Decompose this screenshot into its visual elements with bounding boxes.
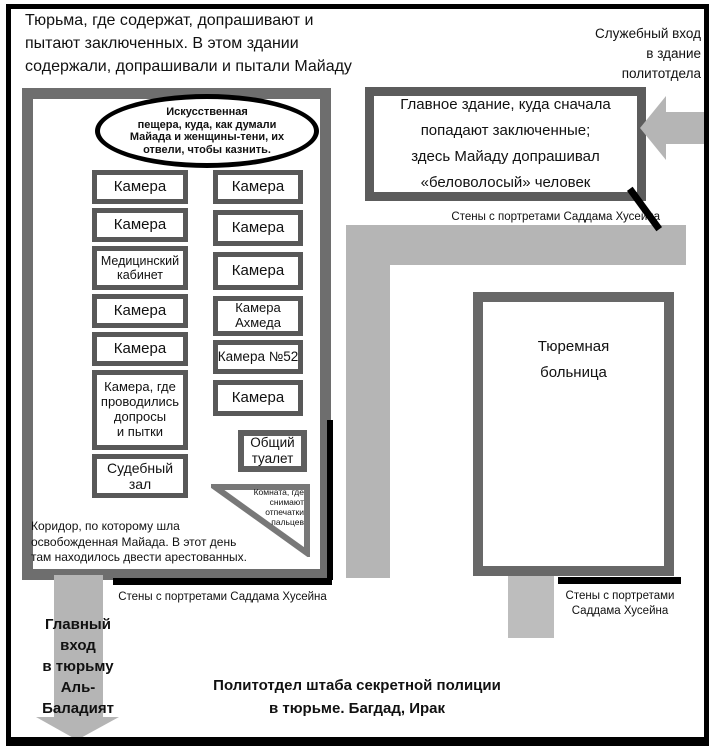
cell-label: Камера (231, 178, 285, 196)
cave-line: Искусственная (166, 106, 248, 118)
cave-line: пещера, куда, как думали (137, 118, 277, 131)
courtroom-box (92, 454, 188, 498)
cell-label: Камера (113, 302, 167, 320)
cell-box (92, 294, 188, 328)
walls-portraits-label-bottom-left: Стены с портретами Саддама Хусейна (118, 591, 327, 603)
caption-line: в тюрьме. Багдад, Ирак (268, 700, 445, 717)
main-building-line: «беловолосый» человек (420, 174, 591, 191)
cell-label: Камера (231, 219, 285, 237)
intro-text (25, 9, 375, 78)
interrogation-torture-cell-box (92, 370, 188, 450)
corridor-horizontal (346, 225, 686, 265)
fingerprint-line: снимают (269, 497, 304, 507)
main-building-box (365, 87, 646, 201)
cell-label: кабинет (116, 268, 163, 282)
walls-portraits-label-bottom-right (545, 589, 695, 619)
cell-label: Камера (113, 340, 167, 358)
cell-label: зал (128, 476, 152, 492)
cell-label: Камера (231, 262, 285, 280)
cell-box (92, 170, 188, 204)
toilet-label: туалет (251, 451, 294, 466)
service-entrance-label (575, 24, 701, 84)
service-entrance-arrow-left-icon (640, 92, 706, 164)
cell-box (92, 208, 188, 242)
cell-label: и пытки (116, 423, 164, 439)
fingerprint-line: пальцев (271, 517, 304, 527)
caption-line: Политотдел штаба секретной полиции (213, 677, 501, 694)
corridor-note-line: там находилось двести арестованных. (31, 550, 247, 564)
cell-box (213, 210, 303, 246)
walls-portraits-label-top: Стены с портретами Саддама Хусейна (451, 211, 660, 223)
hospital-line: Тюремная (537, 338, 610, 355)
cell-label: проводились (100, 394, 180, 410)
cell-label: Камера (231, 389, 285, 407)
cell-label: Судебный (106, 459, 174, 476)
fingerprint-room-label (226, 487, 304, 527)
corridor-vertical (346, 225, 390, 578)
fingerprint-line: Комната, где (253, 487, 304, 497)
fingerprint-line: отпечатки (265, 507, 304, 517)
intro-line: содержали, допрашивали и пытали Майаду (25, 58, 352, 75)
ahmed-cell-box (213, 296, 303, 336)
cell-box (213, 170, 303, 204)
cell-box (213, 252, 303, 290)
hospital-line: больница (540, 364, 607, 381)
portrait-wall-right (327, 420, 333, 580)
cell-label: Камера (113, 216, 167, 234)
prison-hospital-box (473, 292, 674, 576)
cell-label: Камера (113, 178, 167, 196)
cell-label: Ахмеда (235, 315, 281, 330)
toilet-label: Общий (250, 435, 295, 450)
service-entrance-line: Служебный вход (595, 26, 701, 41)
cell-52-box (213, 340, 303, 374)
cave-ellipse (95, 94, 319, 168)
intro-line: Тюрьма, где содержат, допрашивают и (25, 12, 314, 29)
main-building-line: Главное здание, куда сначала (400, 96, 611, 113)
diagram-caption (137, 674, 577, 720)
main-entrance-line: Баладият (42, 700, 114, 717)
walls-line: Стены с портретами (565, 590, 675, 602)
portrait-wall-bottom (113, 578, 332, 585)
main-building-line: попадают заключенные; (420, 122, 591, 139)
cell-label: допросы (113, 409, 167, 424)
cell-label: Медицинский (100, 253, 180, 268)
service-entrance-line: в здание (646, 46, 701, 61)
intro-line: пытают заключенных. В этом здании (25, 35, 299, 52)
main-entrance-line: Главный (45, 616, 111, 633)
cell-label: Камера №52 (217, 349, 299, 365)
service-entrance-line: политотдела (621, 66, 701, 81)
cell-label: Камера, где (104, 379, 176, 395)
main-entrance-line: Аль- (60, 679, 96, 696)
cave-line: отвели, чтобы казнить. (143, 143, 271, 156)
corridor-note-line: Коридор, по которому шла (31, 519, 180, 533)
cave-line: Майада и женщины-тени, их (129, 131, 285, 143)
corridor-note-line: освобожденная Майада. В этот день (31, 534, 237, 549)
main-building-line: здесь Майаду допрашивал (411, 148, 600, 165)
cell-box (213, 380, 303, 416)
portrait-wall-hospital (558, 577, 681, 584)
cell-label: Камера (235, 300, 281, 316)
cell-box (92, 332, 188, 366)
shared-toilet-box (238, 430, 307, 472)
main-entrance-line: вход (60, 637, 96, 654)
hospital-corridor-stub (508, 576, 554, 638)
medical-office-box (92, 246, 188, 290)
main-entrance-line: в тюрьму (42, 658, 114, 675)
main-entrance-label (18, 614, 138, 719)
walls-line: Саддама Хусейна (571, 605, 669, 617)
